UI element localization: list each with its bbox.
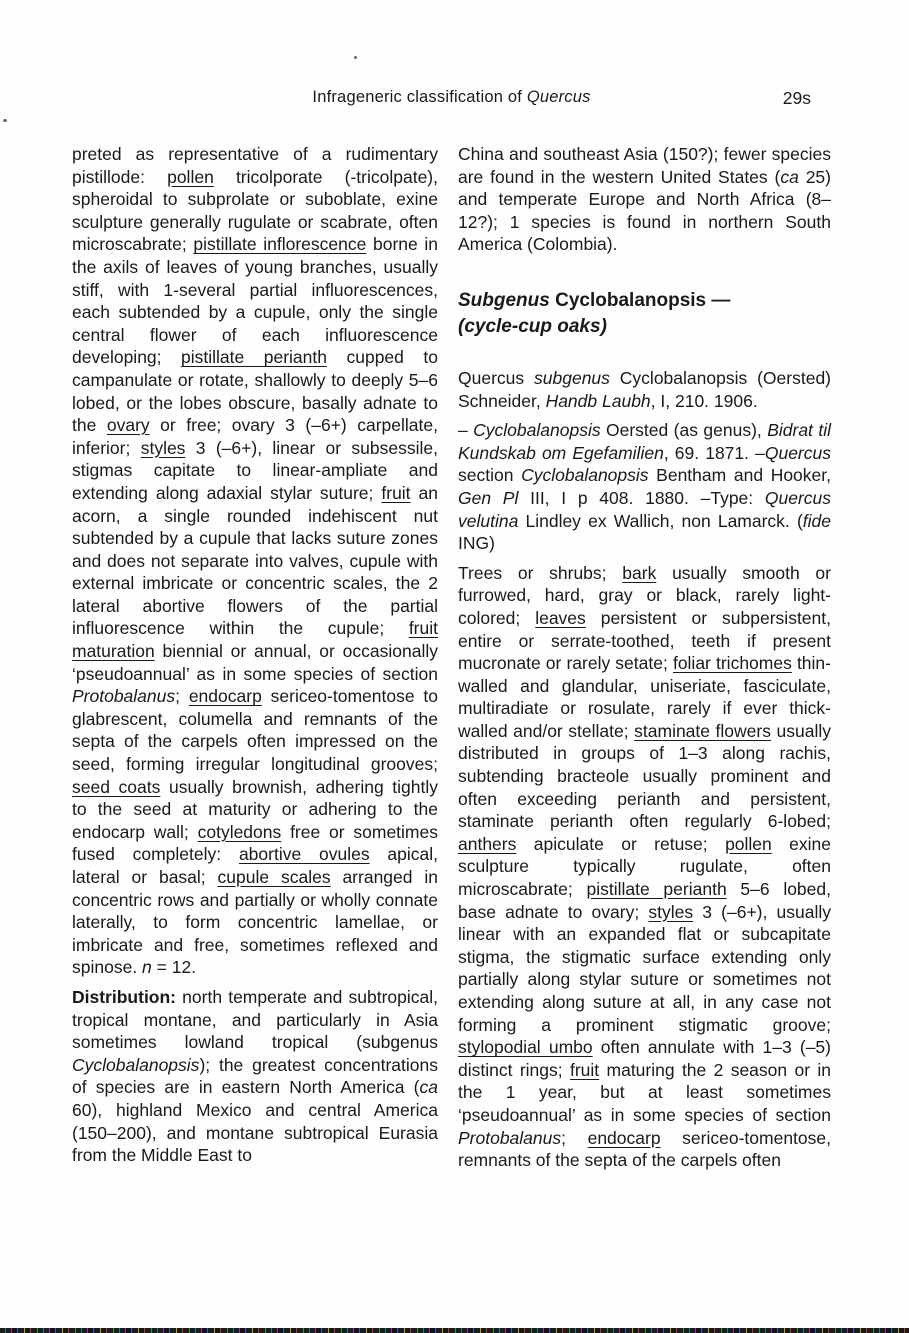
subgenus-heading-line2: (cycle-cup oaks): [458, 316, 607, 338]
running-header: [72, 88, 831, 112]
paragraph-generic-description: preted as representative of a rudimentary pistillode: pollen tricolporate (-tricolpate), spheroidal to subprolate or suboblate, exine sculpture generally rugulate or scabrate, often microscabrate; pistillate inflorescence borne in the axils of leaves of young branches, usually stiff, with 1-several partial influorescences, each subtended by a cupule, only the single central flower of each influorescence developing; pistillate perianth cupped to campanulate or rotate, shallowly to deeply 5–6 lobed, or the lobes obscure, basally adnate to the ovary or free; ovary 3 (–6+) carpellate, inferior; styles 3 (–6+), linear or subsessile, stigmas capitate to linear-ampliate and extending along adaxial stylar suture; fruit an acorn, a single rounded indehiscent nut subtended by a cupule that lacks suture zones and does not separate into valves, cupule with external imbricate or concentric scales, the 2 lateral abortive flowers of the partial influorescence within the cupule; fruit maturation biennial or annual, or occasionally ‘pseudoannual’ as in some species of section Protobalanus; endocarp sericeo-tomentose to glabrescent, columella and remnants of the septa of the carpels often impressed on the seed, forming irregular longitudinal grooves; seed coats usually brownish, adhering tightly to the seed at maturity or adhering to the endocarp wall; cotyledons free or sometimes fused completely: abortive ovules apical, lateral or basal; cupule scales arranged in concentric rows and partially or wholly connate laterally, to form concentric lamellae, or imbricate and free, sometimes reflexed and spinose. n = 12.: [72, 144, 439, 978]
paragraph-nomenclature: Quercus subgenus Cyclobalanopsis (Oersted) Schneider, Handb Laubh, I, 210. 1906.: [458, 367, 832, 411]
scan-speck-icon: [354, 56, 357, 59]
left-column: [72, 143, 438, 1174]
scan-noise-band: [0, 1328, 909, 1333]
page-title: Infrageneric classification of Quercus: [312, 88, 591, 106]
scan-speck-icon: [3, 119, 7, 122]
right-column: [458, 143, 831, 1179]
paragraph-synonymy: – Cyclobalanopsis Oersted (as genus), Bidrat til Kundskab om Egefamilien, 69. 1871. –Quercus section Cyclobalanopsis Bentham and Hooker, Gen Pl III, I p 408. 1880. –Type: Quercus velutina Lindley ex Wallich, non Lamarck. (fide ING): [458, 420, 832, 554]
page-number: 29s: [782, 88, 811, 108]
subgenus-heading-line1: Subgenus Cyclobalanopsis —: [458, 289, 731, 311]
subgenus-heading: [458, 288, 831, 341]
paragraph-subgenus-description: Trees or shrubs; bark usually smooth or furrowed, hard, gray or black, rarely light-colored; leaves persistent or subpersistent, entire or serrate-toothed, teeth if present mucronate or rarely setate; foliar trichomes thin-walled and glandular, uniseriate, fasciculate, multiradiate or rosulate, rarely if ever thick-walled and/or stellate; staminate flowers usually distributed in groups of 1–3 along rachis, subtending bracteole usually prominent and often exceeding perianth and persistent, staminate perianth often regularly 6-lobed; anthers apiculate or retuse; pollen exine sculpture typically rugulate, often microscabrate; pistillate perianth 5–6 lobed, base adnate to ovary; styles 3 (–6+), usually linear with an expanded flat or subcapitate stigma, the stigmatic surface extending only partially along stylar suture or sometimes not extending along suture at all, in any case not forming a prominent stigmatic groove; stylopodial umbo often annulate with 1–3 (–5) distinct rings; fruit maturing the 2 season or in the 1 year, but at least sometimes ‘pseudoannual’ as in some species of section Protobalanus; endocarp sericeo-tomentose, remnants of the septa of the carpels often: [458, 562, 832, 1171]
paragraph-distribution: Distribution: north temperate and subtropical, tropical montane, and particularly in Asia sometimes lowland tropical (subgenus Cyclobalanopsis); the greatest concentrations of species are in eastern North America (ca 60), highland Mexico and central America (150–200), and montane subtropical Eurasia from the Middle East to: [72, 986, 438, 1166]
paragraph-distribution-continued: China and southeast Asia (150?); fewer species are found in the western United States (ca 25) and temperate Europe and North Africa (8–12?); 1 species is found in northern South America (Colombia).: [458, 144, 831, 255]
